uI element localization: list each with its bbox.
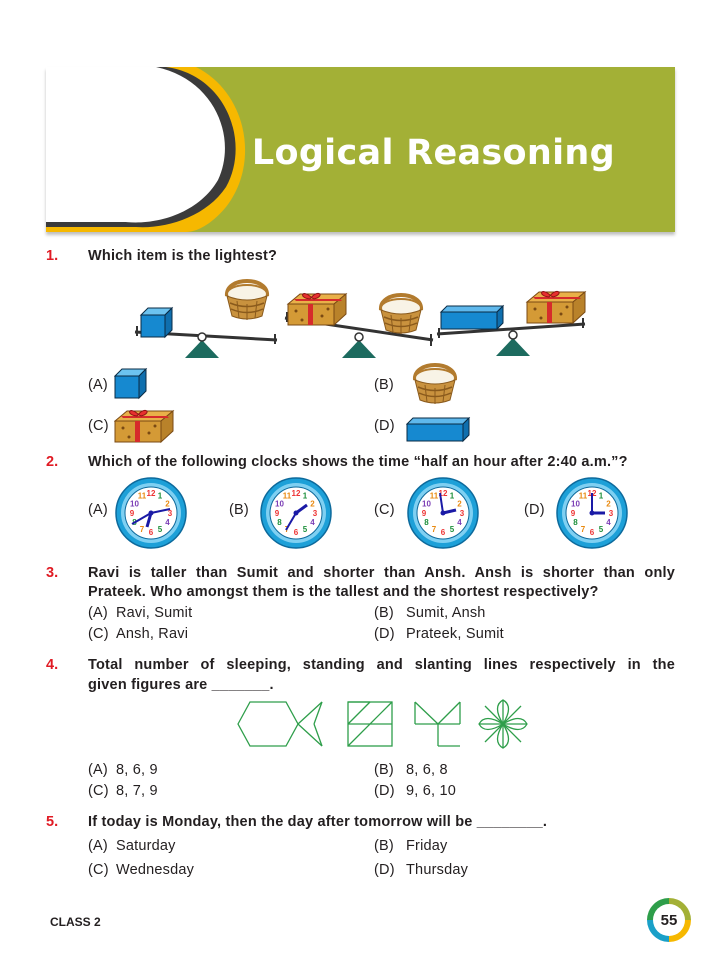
clock-icon[interactable] [555, 476, 629, 550]
question-number: 4. [46, 657, 59, 673]
option-label: (B) [374, 377, 394, 393]
option-label: (A) [88, 762, 108, 778]
fish-line-figure [238, 702, 322, 746]
option-label: (D) [524, 502, 545, 518]
option-label: (A) [88, 502, 108, 518]
option-text[interactable]: 9, 6, 10 [406, 783, 456, 799]
option-label: (B) [374, 762, 394, 778]
option-label: (C) [88, 862, 109, 878]
balance-scale-3 [437, 291, 585, 356]
question-number: 5. [46, 814, 59, 830]
blue-cube-icon[interactable] [114, 368, 150, 400]
question-text-line: Total number of sleeping, standing and slanting lines respectively in the [88, 657, 675, 673]
question-text: Which item is the lightest? [88, 248, 278, 264]
option-label: (D) [374, 418, 395, 434]
option-text[interactable]: 8, 6, 8 [406, 762, 448, 778]
question-number: 3. [46, 565, 59, 581]
balance-scales-figure [125, 270, 595, 362]
question-text-line: Prateek. Who amongst them is the tallest and the shortest respectively? [88, 584, 599, 600]
option-text[interactable]: Ravi, Sumit [116, 605, 193, 621]
option-label: (B) [374, 838, 394, 854]
balance-scale-2 [285, 293, 433, 358]
basket-icon[interactable] [408, 356, 464, 408]
question-number: 1. [46, 248, 59, 264]
question-text: If today is Monday, then the day after tomorrow will be ________. [88, 814, 548, 830]
option-label: (C) [88, 418, 109, 434]
option-text[interactable]: 8, 7, 9 [116, 783, 158, 799]
clock-icon[interactable] [406, 476, 480, 550]
class-label: CLASS 2 [50, 915, 101, 929]
option-label: (C) [88, 626, 109, 642]
balance-scale-1 [135, 281, 277, 358]
option-label: (D) [374, 862, 395, 878]
page-number: 55 [660, 912, 678, 929]
square-line-figure [348, 702, 392, 746]
zigzag-line-figure [415, 702, 460, 746]
option-text[interactable]: 8, 6, 9 [116, 762, 158, 778]
option-text[interactable]: Thursday [406, 862, 469, 878]
option-label: (D) [374, 626, 395, 642]
option-label: (B) [229, 502, 249, 518]
option-label: (A) [88, 605, 108, 621]
option-text[interactable]: Ansh, Ravi [116, 626, 189, 642]
blue-brick-icon[interactable] [406, 417, 472, 443]
flower-line-figure [479, 700, 527, 748]
question-text-line: given figures are _______. [88, 677, 274, 693]
clock-icon[interactable] [259, 476, 333, 550]
option-label: (B) [374, 605, 394, 621]
option-text[interactable]: Saturday [116, 838, 176, 854]
option-text[interactable]: Sumit, Ansh [406, 605, 486, 621]
option-label: (C) [88, 783, 109, 799]
gift-box-icon[interactable] [114, 408, 176, 444]
option-label: (A) [88, 838, 108, 854]
question-text-line: Ravi is taller than Sumit and shorter than Ansh. Ansh is shorter than only [88, 565, 675, 581]
question-text: Which of the following clocks shows the time “half an hour after 2:40 a.m.”? [88, 454, 628, 470]
clock-icon[interactable] [114, 476, 188, 550]
option-label: (D) [374, 783, 395, 799]
line-figures [234, 698, 529, 750]
chapter-banner [46, 67, 675, 232]
option-label: (C) [374, 502, 395, 518]
option-text[interactable]: Wednesday [116, 862, 195, 878]
option-text[interactable]: Prateek, Sumit [406, 626, 504, 642]
option-text[interactable]: Friday [406, 838, 448, 854]
option-label: (A) [88, 377, 108, 393]
question-number: 2. [46, 454, 59, 470]
banner-circle-decoration [46, 67, 246, 232]
page-title: Logical Reasoning [251, 133, 615, 173]
